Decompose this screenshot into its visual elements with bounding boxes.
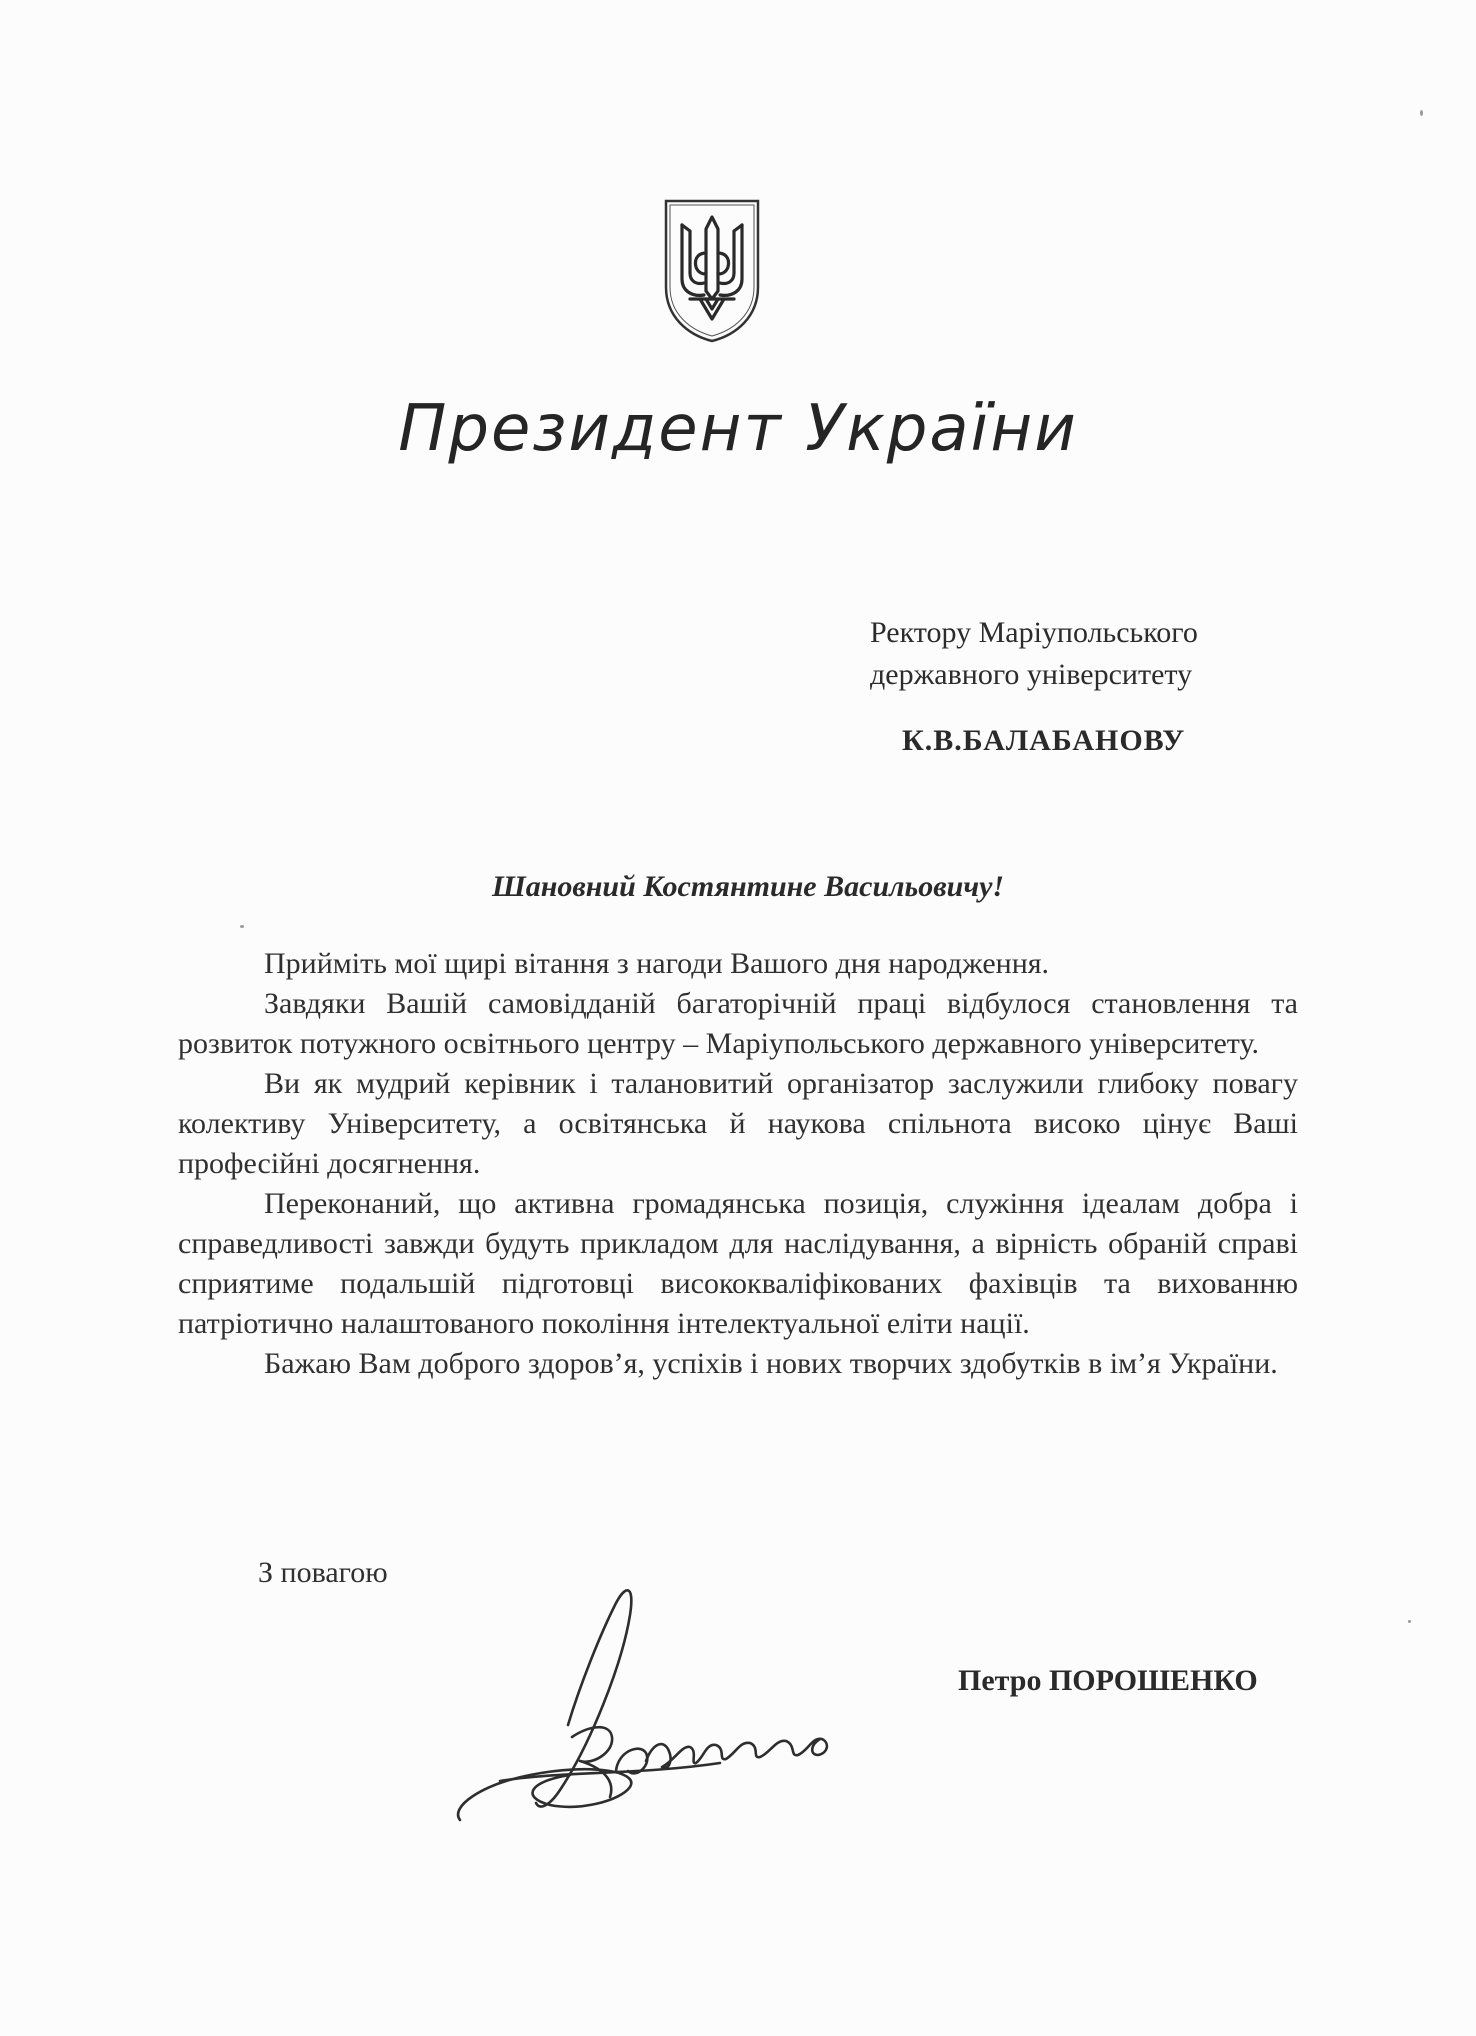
recipient-position-line: Ректору Маріупольського [870, 616, 1198, 649]
salutation: Шановний Костянтине Васильовичу! [491, 870, 1005, 903]
scan-speck [1408, 1620, 1411, 1623]
signer-name: Петро ПОРОШЕНКО [958, 1664, 1258, 1697]
letterhead-title: Президент України [398, 392, 1078, 466]
recipient-name: К.В.БАЛАБАНОВУ [902, 724, 1186, 757]
scan-speck [240, 925, 244, 928]
recipient-block [870, 612, 1290, 696]
body-paragraph: Бажаю Вам доброго здоров’я, успіхів і нових творчих здобутків в ім’я України. [264, 1347, 1278, 1380]
body-paragraph: Ви як мудрий керівник і талановитий організатор заслужили глибоку повагу колективу Університету, а освітянська й наукова спільнота високо цінує Ваші професійні досягнення. [178, 1067, 1298, 1180]
body-paragraph: Завдяки Вашій самовідданій багаторічній праці відбулося становлення та розвиток потужного освітнього центру – Маріупольського державного університету. [178, 987, 1298, 1060]
scan-speck [1420, 110, 1423, 116]
tryzub-coat-of-arms-icon [660, 195, 764, 345]
recipient-organization-line: державного університету [870, 658, 1193, 691]
closing-phrase: З повагою [258, 1556, 388, 1589]
letter-body [178, 944, 1298, 1384]
body-paragraph: Переконаний, що активна громадянська позиція, служіння ідеалам добра і справедливості завжди будуть прикладом для наслідування, а вірність обраній справі сприятиме подальшій підготовці висококваліфікованих фахівців та вихованню патріотично налаштованого покоління інтелектуальної еліти нації. [178, 1187, 1298, 1340]
body-paragraph: Прийміть мої щирі вітання з нагоди Вашого дня народження. [264, 947, 1050, 980]
handwritten-signature-icon [440, 1575, 900, 1835]
